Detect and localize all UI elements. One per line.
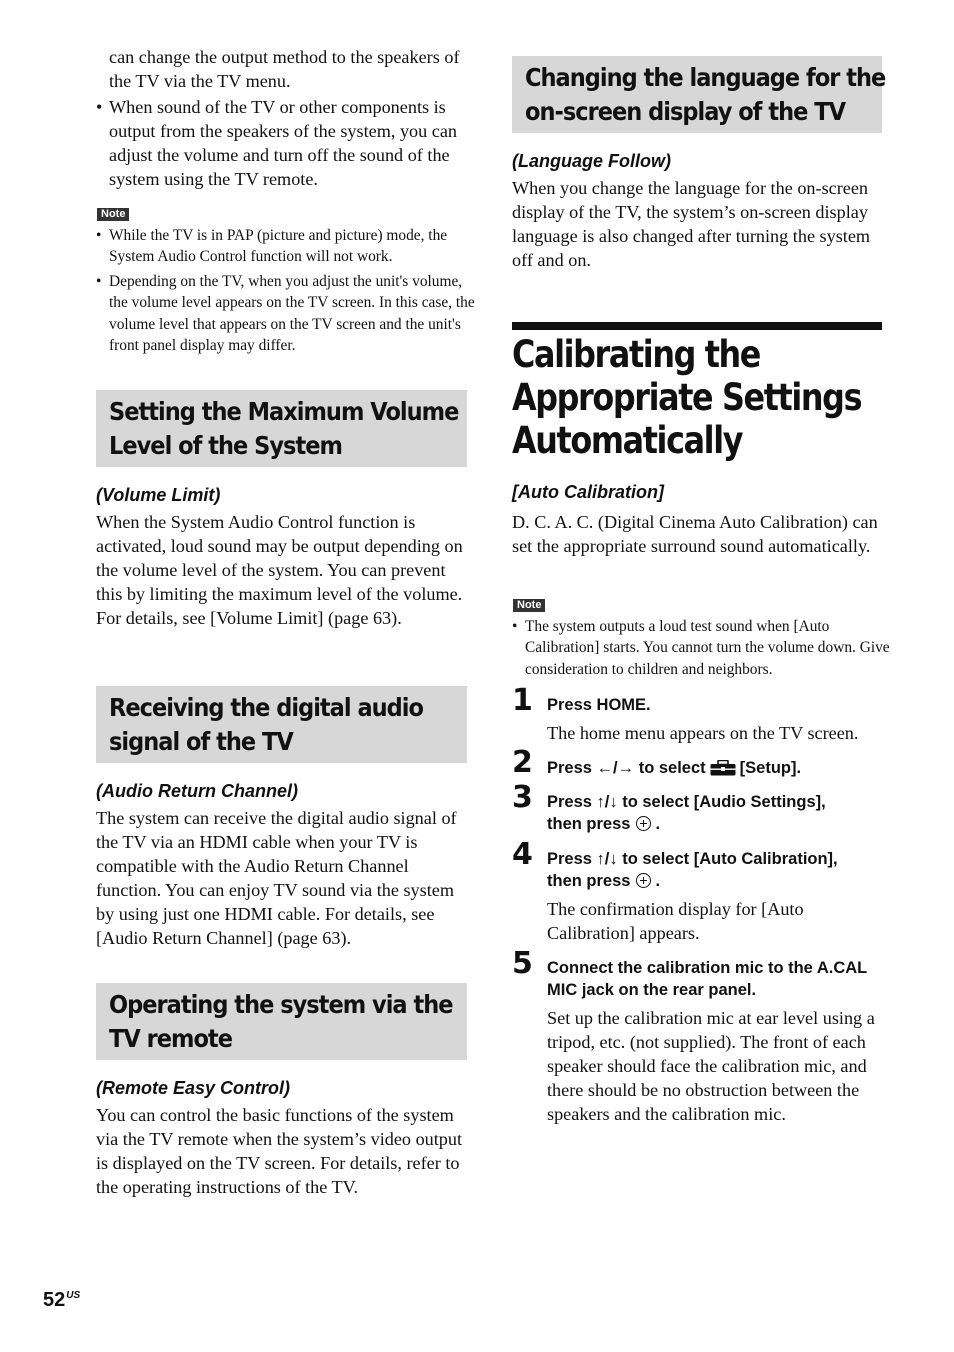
section-heading-line: Setting the Maximum Volume (109, 397, 459, 426)
section-body: When the System Audio Control function is activated, loud sound may be output depending on the volume level of the system. You can prevent this by limiting the maximum level of the volume. For details, see [Volume Limit] (page 63). (96, 512, 463, 628)
section-heading-volume-limit (96, 390, 467, 467)
section-heading-line: TV remote (109, 1024, 232, 1053)
step-title-text: then press (547, 815, 631, 833)
section-heading-line: Receiving the digital audio (109, 693, 423, 722)
note-badge: Note (97, 208, 129, 221)
step-title-text: [Setup]. (739, 759, 802, 777)
step-5 (512, 947, 882, 1157)
step-title-text: . (655, 815, 661, 833)
step-title-text: Press ↑/↓ to select [Auto Calibration], (547, 850, 838, 868)
chapter-intro: D. C. A. C. (Digital Cinema Auto Calibration) can set the appropriate surround sound automatically. (512, 512, 878, 556)
section-body: When you change the language for the on-screen display of the TV, the system’s on-screen display language is also changed after turning the system off and on. (512, 178, 871, 270)
intro-paragraph: can change the output method to the speakers of the TV via the TV menu. (109, 47, 460, 91)
chapter-title-line: Appropriate Settings (512, 376, 862, 419)
chapter-title-line: Automatically (512, 419, 743, 462)
step-title (547, 848, 887, 892)
step-number: 2 (512, 745, 533, 780)
chapter-subtitle: [Auto Calibration] (512, 482, 664, 502)
step-title (547, 791, 887, 835)
step-title-text: then press (547, 872, 631, 890)
section-body: The system can receive the digital audio signal of the TV via an HDMI cable when your TV is compatible with the Audio Return Channel function. You can enjoy TV sound via the system by using just one HDMI cable. For details, see [Audio Return Channel] (page 63). (96, 808, 457, 948)
section-heading-audio-return-channel (96, 686, 467, 763)
step-number: 1 (512, 683, 533, 718)
step-title (547, 757, 887, 779)
step-number: 5 (512, 946, 533, 981)
step-body: The confirmation display for [Auto Calibration] appears. (547, 899, 804, 943)
step-title-text: Press ↑/↓ to select [Audio Settings], (547, 793, 826, 811)
step-body: The home menu appears on the TV screen. (547, 723, 859, 743)
note-badge: Note (513, 599, 545, 612)
section-heading-remote-easy-control (96, 983, 467, 1060)
step-2 (512, 746, 882, 780)
note-item: • While the TV is in PAP (picture and picture) mode, the System Audio Control function will not work. (96, 225, 477, 268)
step-4 (512, 838, 882, 948)
section-heading-language-follow (512, 56, 886, 133)
note-item: • Depending on the TV, when you adjust the unit's volume, the volume level appears on the TV screen. In this case, the volume level that appears on the TV screen and the unit's front panel display may differ. (96, 271, 477, 357)
step-title: Press HOME. (547, 696, 651, 714)
section-body: You can control the basic functions of the system via the TV remote when the system’s video output is displayed on the TV screen. For details, refer to the operating instructions of the TV. (96, 1105, 463, 1197)
intro-bullet: • When sound of the TV or other components is output from the speakers of the system, you can adjust the volume and turn off the sound of the system using the TV remote. (96, 95, 479, 191)
toolbox-icon (710, 760, 736, 776)
page-region-suffix: US (66, 1290, 81, 1301)
section-subtitle: (Remote Easy Control) (96, 1078, 291, 1098)
note-item: • The system outputs a loud test sound when [Auto Calibration] starts. You cannot turn the volume down. Give consideration to children and neighbors. (512, 616, 895, 680)
enter-button-icon (636, 816, 651, 831)
chapter-title-line: Calibrating the (512, 333, 761, 376)
section-subtitle: (Volume Limit) (96, 485, 221, 505)
step-body: Set up the calibration mic at ear level using a tripod, etc. (not supplied). The front of each speaker should face the calibration mic, and there should be no obstruction between the speakers and the calibration mic. (547, 1008, 875, 1124)
step-title-text: Press ←/→ to select (547, 759, 706, 777)
section-heading-line: on-screen display of the TV (525, 97, 846, 126)
section-subtitle: (Audio Return Channel) (96, 781, 298, 801)
step-3 (512, 781, 882, 837)
page-number (43, 1284, 80, 1312)
section-heading-line: Changing the language for the (525, 63, 886, 92)
page-number-value: 52 (43, 1289, 66, 1311)
step-number: 3 (512, 780, 533, 815)
enter-button-icon (636, 873, 651, 888)
section-heading-line: Operating the system via the (109, 990, 453, 1019)
step-number: 4 (512, 837, 533, 872)
step-title-text: . (655, 872, 661, 890)
title-rule (512, 322, 882, 330)
step-1 (512, 684, 882, 754)
section-heading-line: signal of the TV (109, 727, 293, 756)
section-heading-line: Level of the System (109, 431, 342, 460)
step-title: Connect the calibration mic to the A.CAL MIC jack on the rear panel. (547, 959, 867, 999)
chapter-title (512, 333, 918, 462)
section-subtitle: (Language Follow) (512, 151, 671, 171)
